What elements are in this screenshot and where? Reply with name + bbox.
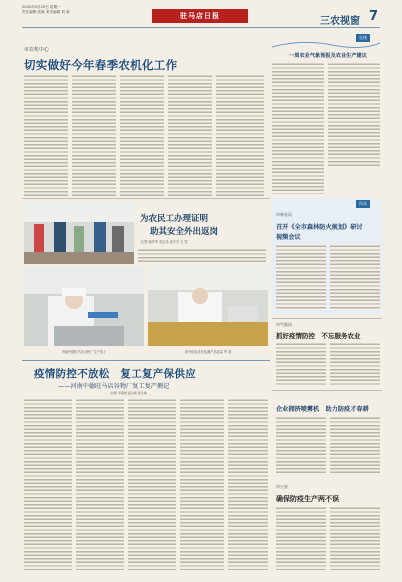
bottom-subtitle: ——河南中德旺马店谷物厂复工复产侧记	[58, 383, 170, 390]
main-text-col5	[216, 74, 264, 196]
bottom-right1-title: 企业拥挤喷雾机 助力防疫才春耕	[276, 406, 369, 413]
sidebar-top-banner	[272, 34, 380, 44]
main-text-col4	[168, 74, 212, 196]
water-rule	[272, 318, 382, 319]
main-kicker: 市农机中心	[24, 47, 50, 53]
sidebar-top-title: 一周农业气象预报及农业生产建议	[289, 53, 367, 59]
main-title: 切实做好今年春季农机化工作	[24, 58, 178, 72]
bottom-title: 疫情防控不放松 复工复产保供应	[34, 368, 196, 380]
header-date: 2020年3月29日 星期一	[22, 5, 61, 9]
photo-lab	[148, 266, 268, 346]
section-title: 三农视窗	[320, 16, 360, 27]
bottom-text-col1	[24, 398, 72, 570]
main-text-col2	[72, 74, 116, 196]
bottom-text-col2	[76, 398, 124, 570]
header-editors: 责任编辑 张新 美术编辑 刘 新	[22, 10, 70, 14]
caption-right: 面中检验员在检测产品质量 罗 剑	[184, 350, 232, 354]
water-text-col2	[330, 342, 380, 386]
photo-lab-img	[148, 266, 268, 346]
main-text-col1	[24, 74, 68, 196]
wind-kicker: 市林业局	[276, 212, 292, 217]
photo-office-img	[24, 202, 134, 264]
bottom-right2-col2	[330, 506, 380, 570]
feature-rule	[22, 198, 270, 199]
bottom-byline: 文/图 李海林 盛运艳 蒋冬梅	[110, 391, 147, 395]
bottom-text-col3	[128, 398, 176, 570]
sidebar-top-col1	[272, 62, 324, 194]
bottom-right-rule	[272, 390, 382, 391]
wind-title-line1: 召开《全市森林防火规划》研讨	[276, 224, 363, 231]
feature-title-line2: 助其安全外出返岗	[150, 227, 219, 237]
bottom-right1-col2	[330, 416, 380, 474]
wind-text-col2	[330, 244, 380, 310]
sidebar-top-col2	[328, 62, 380, 166]
bottom-right2-kicker: 市公安	[276, 484, 288, 489]
photo-office	[24, 202, 134, 264]
page-number: 7	[368, 9, 378, 24]
wind-title-line2: 视频会议	[276, 234, 301, 241]
bottom-right2-col1	[276, 506, 326, 570]
wind-tag: 风采	[356, 200, 370, 208]
header-meta	[22, 5, 152, 15]
photo-worker-img	[24, 266, 144, 346]
water-kicker: 市气象局	[276, 322, 292, 327]
bottom-text-col5	[228, 398, 268, 570]
feature-intro-text	[138, 248, 266, 264]
header-rule	[22, 27, 380, 28]
bottom-right2-title: 确保防疫生产两不误	[276, 495, 339, 503]
water-text-col1	[276, 342, 326, 386]
bottom-text-col4	[180, 398, 224, 570]
sidebar-top-tag: 在线	[356, 34, 370, 42]
photo-worker	[24, 266, 144, 346]
caption-left: 河南中德旺马店谷物厂生产线上	[61, 350, 107, 354]
feature-byline: 文/图 杨学军 袁红伟 高宇宇 王 雪	[140, 240, 188, 244]
bottom-rule	[22, 360, 270, 361]
wind-text-col1	[276, 244, 326, 310]
water-title: 抓好疫情防控 不忘服务农业	[276, 332, 361, 340]
feature-title-line1: 为农民工办理证明	[140, 214, 209, 224]
bottom-right1-col1	[276, 416, 326, 474]
newspaper-logo: 驻马店日报	[152, 9, 248, 23]
main-text-col3	[120, 74, 164, 196]
